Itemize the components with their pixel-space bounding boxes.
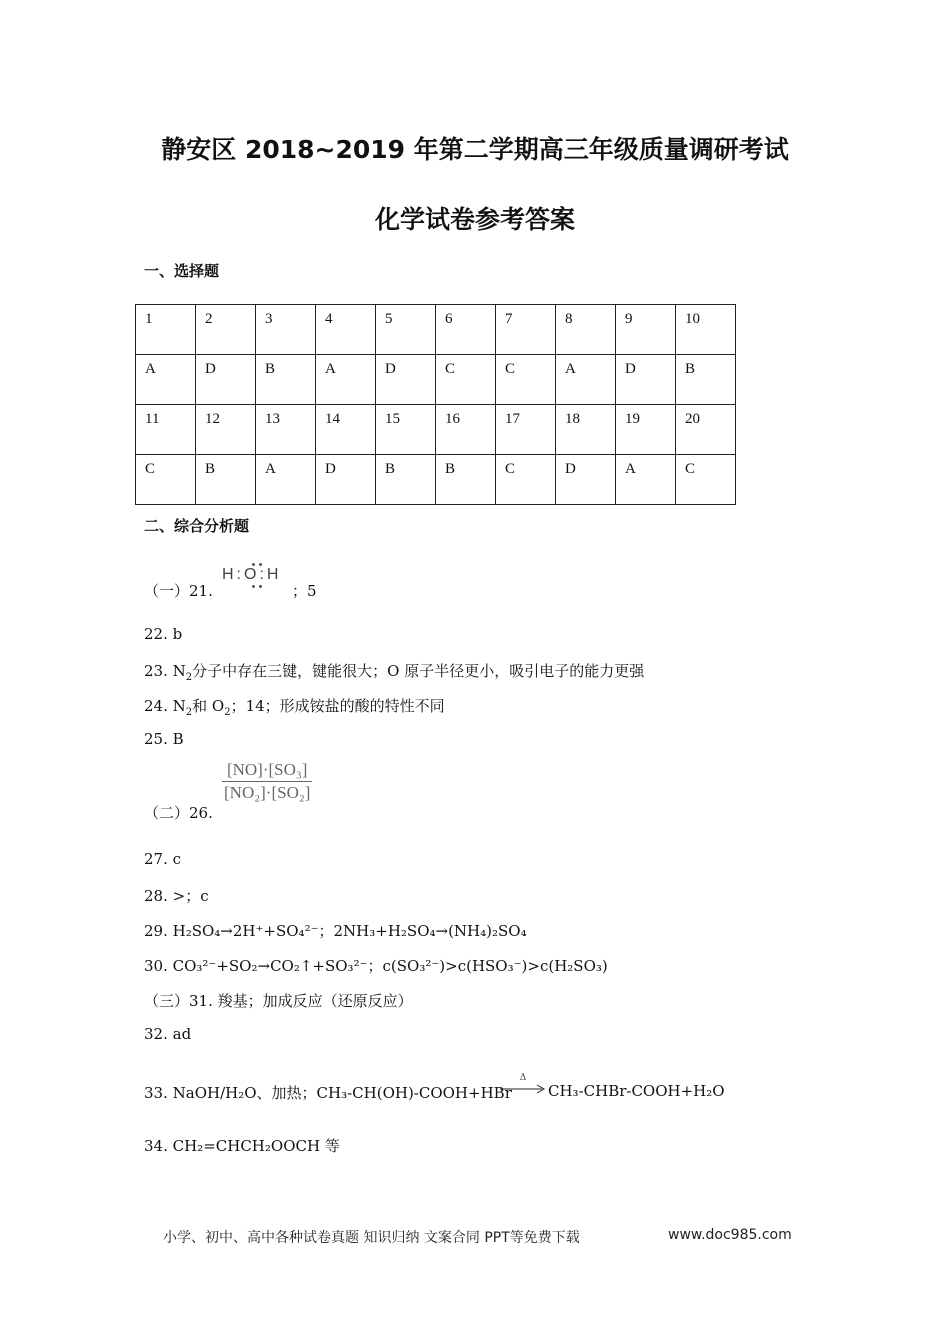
table-cell: B [436, 455, 496, 505]
table-cell: 16 [436, 405, 496, 455]
table-cell: A [616, 455, 676, 505]
table-cell: C [496, 355, 556, 405]
answer-table [135, 304, 736, 505]
table-cell: 19 [616, 405, 676, 455]
table-cell: 18 [556, 405, 616, 455]
lone-pair-dot [252, 563, 255, 566]
document-subtitle: 化学试卷参考答案 [374, 205, 575, 234]
document-title: 静安区 2018~2019 年第二学期高三年级质量调研考试 [161, 135, 789, 164]
table-cell: A [136, 355, 196, 405]
table-cell: 4 [316, 305, 376, 355]
table-cell: 7 [496, 305, 556, 355]
answer-28: 28. >；c [144, 887, 209, 905]
answer-31: （三）31. 羧基；加成反应（还原反应） [144, 992, 413, 1010]
answer-21-prefix: （一）21. [144, 582, 213, 600]
table-row [136, 405, 736, 455]
table-row [136, 305, 736, 355]
equilibrium-constant-fraction [222, 760, 312, 803]
table-cell: A [256, 455, 316, 505]
table-cell: B [676, 355, 736, 405]
answer-25: 25. B [144, 730, 184, 748]
answer-24-sub1: 2 [185, 707, 193, 718]
table-cell: 13 [256, 405, 316, 455]
table-cell: 8 [556, 305, 616, 355]
table-cell: D [376, 355, 436, 405]
table-cell: C [676, 455, 736, 505]
table-cell: 3 [256, 305, 316, 355]
table-cell: D [556, 455, 616, 505]
table-cell: C [136, 455, 196, 505]
table-cell: 2 [196, 305, 256, 355]
table-cell: 11 [136, 405, 196, 455]
heat-symbol: Δ [519, 1073, 527, 1083]
table-row [136, 355, 736, 405]
table-cell: B [196, 455, 256, 505]
answer-23-a: 23. N [144, 662, 186, 680]
table-cell: 6 [436, 305, 496, 355]
table-cell: 5 [376, 305, 436, 355]
table-cell: A [556, 355, 616, 405]
answer-23 [144, 660, 644, 681]
table-cell: 10 [676, 305, 736, 355]
table-cell: B [256, 355, 316, 405]
table-cell: D [316, 455, 376, 505]
answer-24-sub2: 2 [224, 707, 231, 718]
footer-text: 小学、初中、高中各种试卷真题 知识归纳 文案合同 PPT等免费下载 [163, 1230, 580, 1246]
table-cell: 14 [316, 405, 376, 455]
reaction-arrow-icon [500, 1084, 546, 1094]
answer-21 [144, 580, 213, 601]
table-cell: 17 [496, 405, 556, 455]
table-cell: 9 [616, 305, 676, 355]
section-heading-analysis: 二、综合分析题 [144, 517, 250, 535]
answer-33-right: CH₃-CHBr-COOH+H₂O [548, 1082, 725, 1100]
table-cell: D [616, 355, 676, 405]
answer-22: 22. b [144, 625, 183, 643]
answer-34: 34. CH₂=CHCH₂OOCH 等 [144, 1137, 340, 1155]
answer-21-suffix: ；5 [292, 582, 317, 600]
table-cell: 12 [196, 405, 256, 455]
answer-24-b: 和 O [192, 697, 225, 715]
table-cell: 15 [376, 405, 436, 455]
answer-29: 29. H₂SO₄→2H⁺+SO₄²⁻；2NH₃+H₂SO₄→(NH₄)₂SO₄ [144, 922, 527, 940]
answer-27: 27. c [144, 850, 182, 868]
answer-24 [144, 695, 445, 716]
answer-30: 30. CO₃²⁻+SO₂→CO₂↑+SO₃²⁻；c(SO₃²⁻)>c(HSO₃⁻)>c(H₂SO₃) [144, 957, 608, 975]
fraction-numerator: [NO]·[SO₃] [226, 760, 308, 779]
water-lewis-structure: H:O:H [222, 566, 282, 583]
table-cell: C [496, 455, 556, 505]
section-heading-choice: 一、选择题 [144, 262, 220, 280]
table-cell: C [436, 355, 496, 405]
answer-23-b: 分子中存在三键，键能很大；O 原子半径更小，吸引电子的能力更强 [192, 662, 645, 680]
table-cell: 20 [676, 405, 736, 455]
table-cell: B [376, 455, 436, 505]
fraction-denominator: [NO₂]·[SO₂] [224, 783, 311, 802]
answer-33-left: 33. NaOH/H₂O、加热；CH₃-CH(OH)-COOH+HBr [144, 1084, 512, 1102]
answer-32: 32. ad [144, 1025, 192, 1043]
table-cell: D [196, 355, 256, 405]
table-row [136, 455, 736, 505]
fraction-bar [222, 781, 312, 782]
answer-26-prefix: （二）26. [144, 804, 213, 822]
lone-pair-dot [252, 585, 255, 588]
table-cell: 1 [136, 305, 196, 355]
answer-24-a: 24. N [144, 697, 186, 715]
answer-23-sub: 2 [185, 672, 193, 683]
lone-pair-dot [259, 563, 262, 566]
lone-pair-dot [259, 585, 262, 588]
table-cell: A [316, 355, 376, 405]
answer-24-c: ；14；形成铵盐的酸的特性不同 [230, 697, 445, 715]
footer-url[interactable]: www.doc985.com [668, 1227, 792, 1243]
